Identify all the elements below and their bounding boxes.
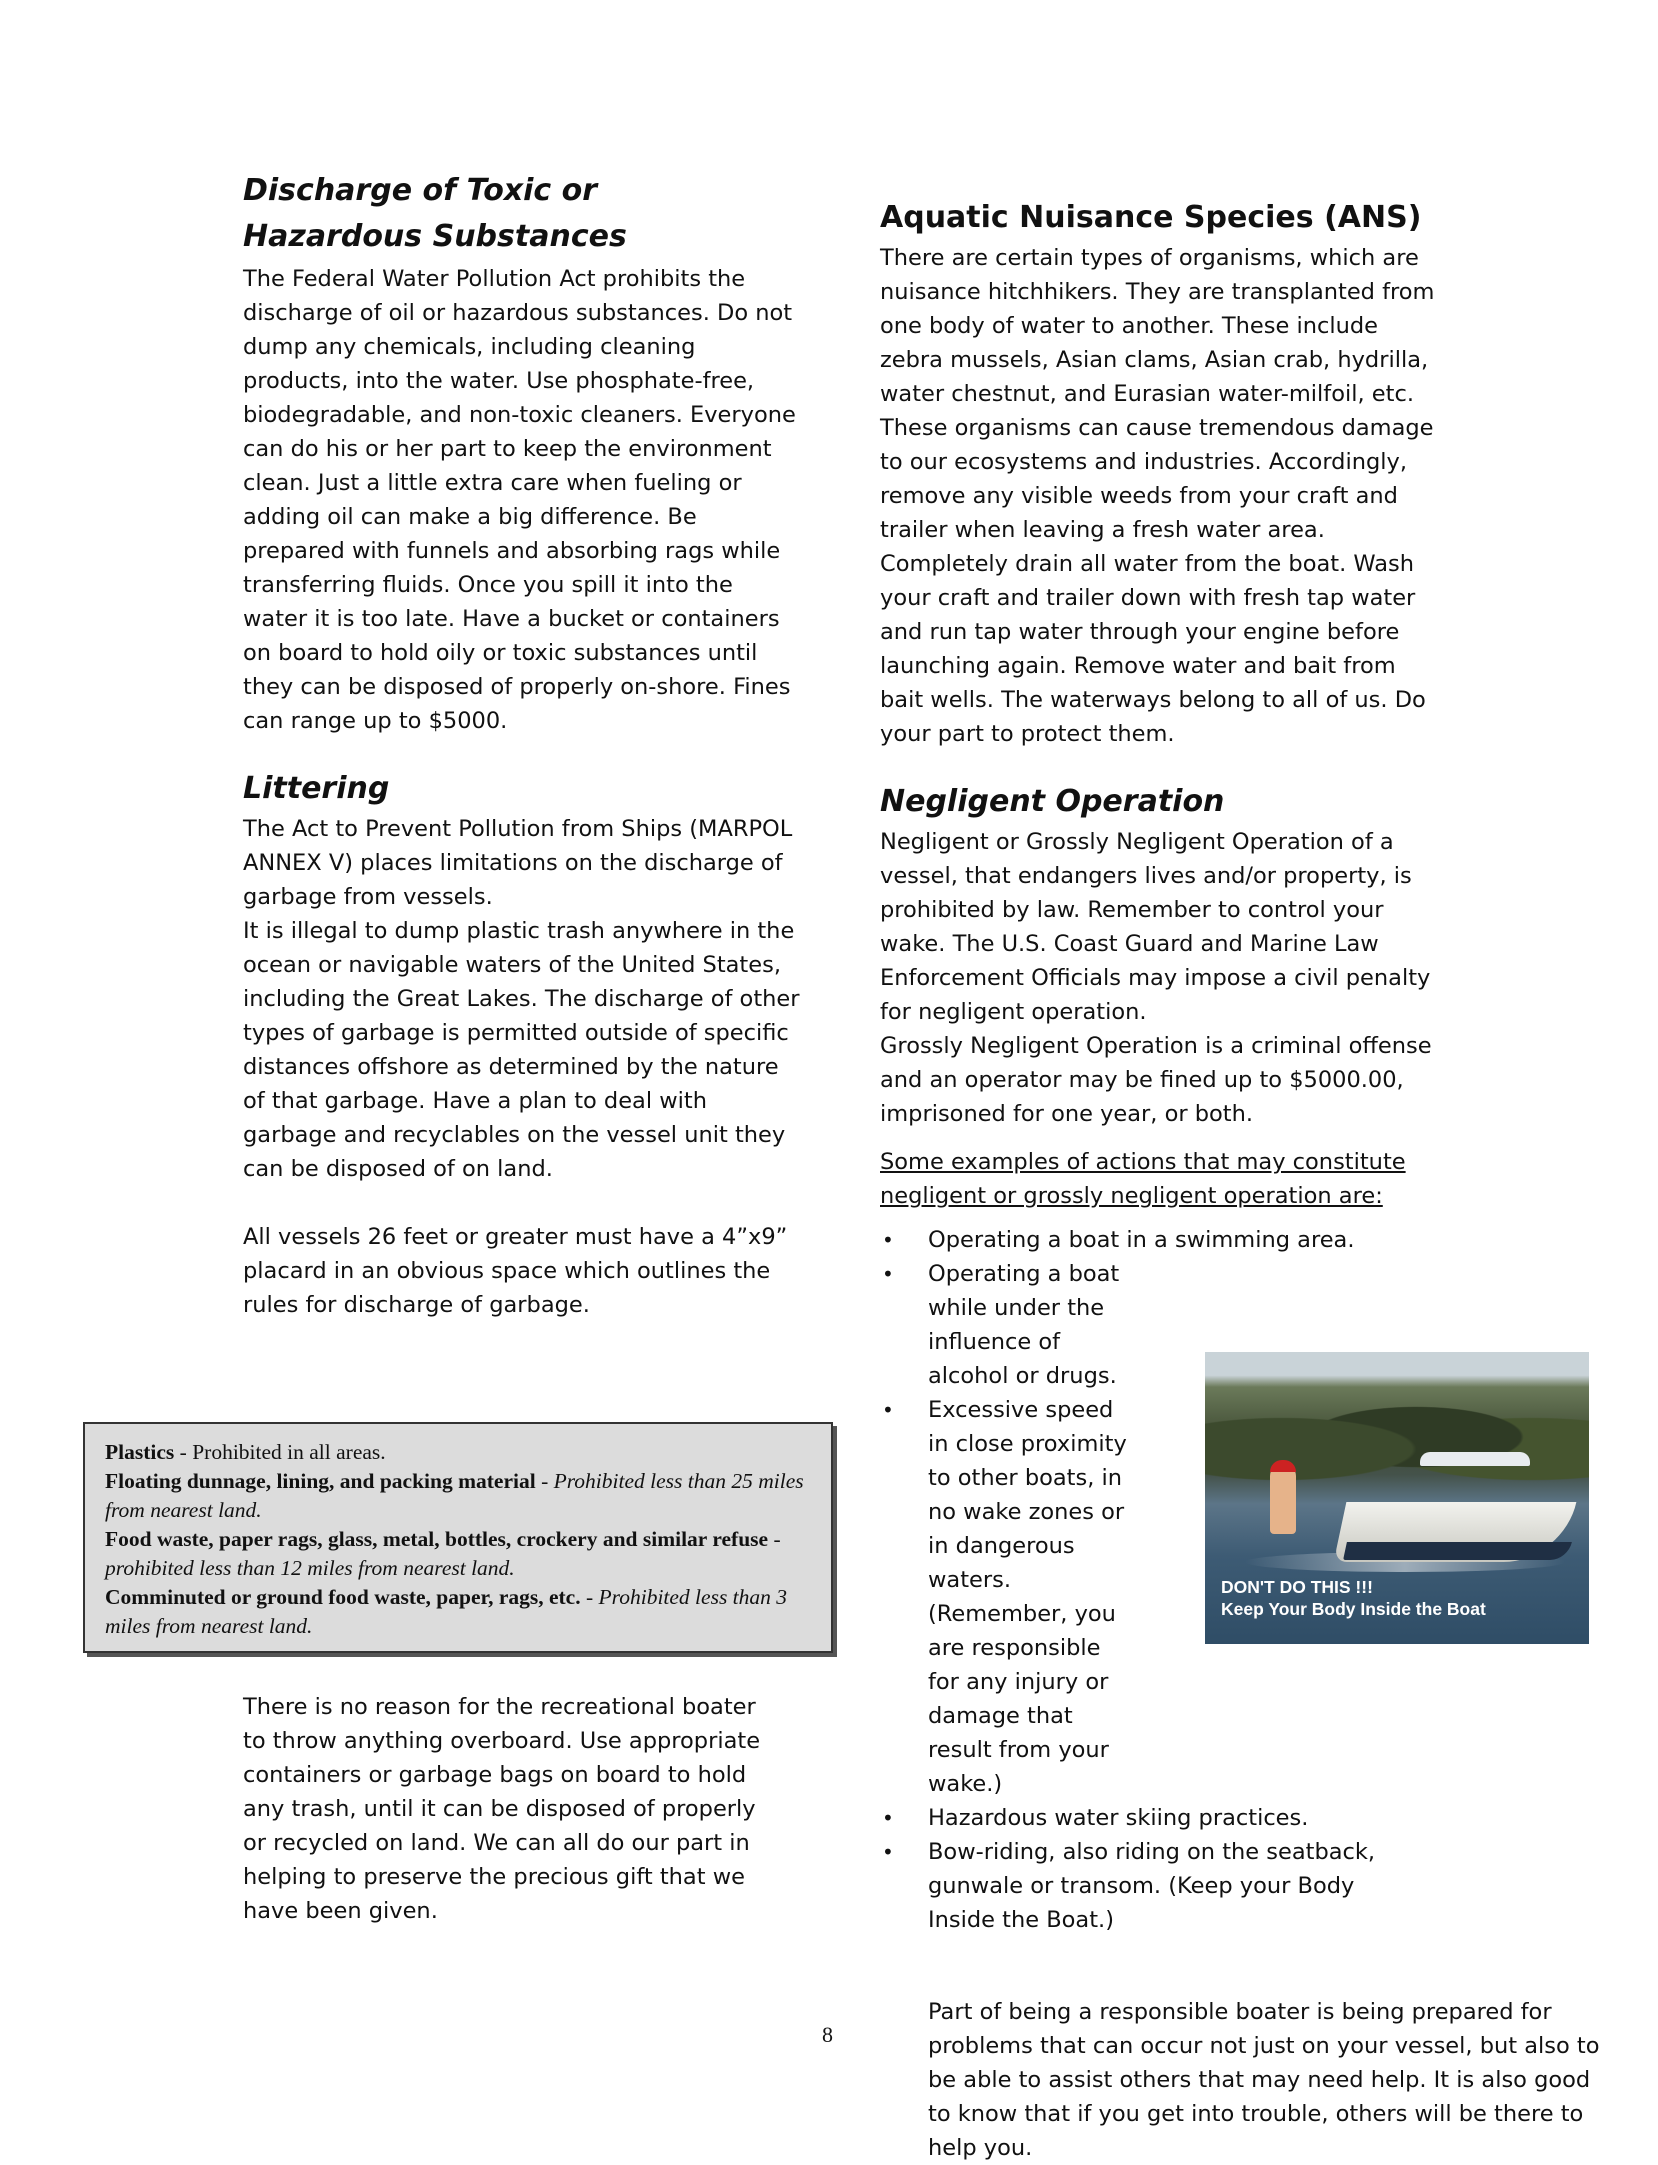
littering-heading: Littering xyxy=(243,771,390,806)
toxic-heading: Discharge of Toxic or Hazardous Substances xyxy=(243,173,627,254)
rule-comminuted: Comminuted or ground food waste, paper, rags, etc. - Prohibited less than 3 miles from nearest land. xyxy=(105,1585,788,1638)
examples-intro: Some examples of actions that may constitute negligent or grossly negligent operation are: xyxy=(880,1149,1406,1209)
left-column xyxy=(243,168,803,1322)
left-closing xyxy=(243,1690,783,1928)
ans-heading: Aquatic Nuisance Species (ANS) xyxy=(880,200,1422,235)
littering-body-3: All vessels 26 feet or greater must have a 4”x9” placard in an obvious space which outlines the rules for discharge of garbage. xyxy=(243,1224,788,1318)
garbage-rules-box xyxy=(83,1422,833,1653)
list-item: • Hazardous water skiing practices. xyxy=(880,1801,1440,1835)
negligent-body-2: Grossly Negligent Operation is a criminal offense and an operator may be fined up to $5000.00, imprisoned for one year, or both. xyxy=(880,1033,1432,1127)
toxic-body: The Federal Water Pollution Act prohibits the discharge of oil or hazardous substances. Do not dump any chemicals, including cleaning products, into the water. Use phosphate-free, biodegradable, and non-toxic cleaners. Everyone can do his or her part to keep the environment clean. Just a little extra care when fueling or adding oil can make a big difference. Be prepared with funnels and absorbing rags while transferring fluids. Once you spill it into the water it is too late. Have a bucket or containers on board to hold oily or toxic substances until they can be disposed of properly on-shore. Fines can range up to $5000. xyxy=(243,266,796,734)
list-item: • Operating a boat in a swimming area. xyxy=(880,1223,1440,1257)
list-item: • Operating a boat while under the influence of alcohol or drugs. xyxy=(880,1257,1128,1393)
list-item: • Excessive speed in close proximity to other boats, in no wake zones or in dangerous waters. (Remember, you are responsible for any injury or damage that result from your wake.) xyxy=(880,1393,1128,1801)
negligent-heading: Negligent Operation xyxy=(880,784,1225,819)
boat-hull xyxy=(1343,1542,1572,1560)
littering-body-1: The Act to Prevent Pollution from Ships (MARPOL ANNEX V) places limitations on the discharge of garbage from vessels. xyxy=(243,816,793,910)
right-closing-text: Part of being a responsible boater is being prepared for problems that can occur not just on your vessel, but also to be able to assist others that may need help. It is also good to know that if you get into trouble, others will be there to help you. xyxy=(928,1999,1600,2161)
boat-photo xyxy=(1205,1352,1589,1644)
negligent-body-1: Negligent or Grossly Negligent Operation of a vessel, that endangers lives and/or property, is prohibited by law. Remember to control your wake. The U.S. Coast Guard and Marine Law Enforcement Officials may impose a civil penalty for negligent operation. xyxy=(880,829,1431,1025)
photo-caption: DON'T DO THIS !!! Keep Your Body Inside the Boat xyxy=(1221,1577,1486,1619)
list-item: • Bow-riding, also riding on the seatback, gunwale or transom. (Keep your Body Inside the Boat.) xyxy=(880,1835,1408,1937)
ans-body: There are certain types of organisms, which are nuisance hitchhikers. They are transplanted from one body of water to another. These include zebra mussels, Asian clams, Asian crab, hydrilla, water chestnut, and Eurasian water-milfoil, etc. These organisms can cause tremendous damage to our ecosystems and industries. Accordingly, remove any visible weeds from your craft and trailer when leaving a fresh water area. Completely drain all water from the boat. Wash your craft and trailer down with fresh tap water and run tap water through your engine before launching again. Remove water and bait from bait wells. The waterways belong to all of us. Do your part to protect them. xyxy=(880,245,1435,747)
boat-bimini-top xyxy=(1420,1452,1530,1466)
rule-plastics: Plastics - Prohibited in all areas. xyxy=(105,1440,386,1464)
littering-body-2: It is illegal to dump plastic trash anywhere in the ocean or navigable waters of the United States, including the Great Lakes. The discharge of other types of garbage is permitted outside of specific distances offshore as determined by the nature of that garbage. Have a plan to deal with garbage and recyclables on the vessel unit they can be disposed of on land. xyxy=(243,918,800,1182)
rule-food-waste: Food waste, paper rags, glass, metal, bottles, crockery and similar refuse - prohibited less than 12 miles from nearest land. xyxy=(105,1527,781,1580)
treeline xyxy=(1205,1377,1589,1497)
left-closing-text: There is no reason for the recreational boater to throw anything overboard. Use appropriate containers or garbage bags on board to hold any trash, until it can be disposed of properly or recycled on land. We can all do our part in helping to preserve the precious gift that we have been given. xyxy=(243,1694,761,1924)
page-number: 8 xyxy=(822,2022,833,2047)
right-column xyxy=(880,195,1600,2165)
bow-rider-person xyxy=(1270,1464,1296,1534)
rule-dunnage: Floating dunnage, lining, and packing material - Prohibited less than 25 miles from nearest land. xyxy=(105,1469,804,1522)
